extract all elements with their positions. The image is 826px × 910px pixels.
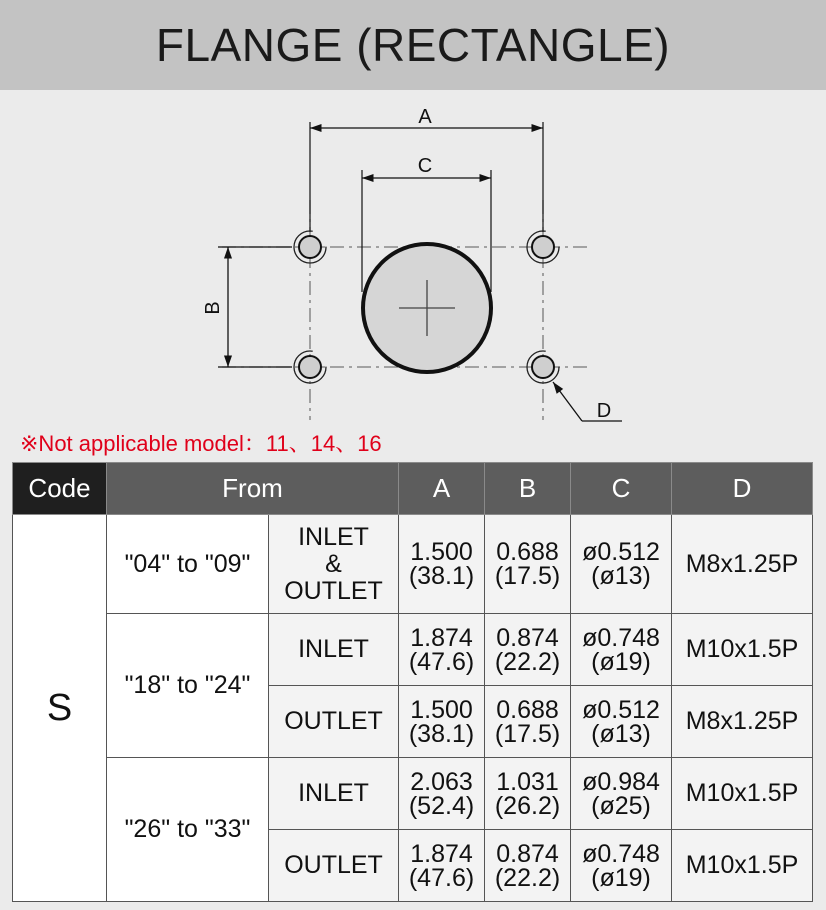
flange-diagram — [0, 90, 826, 430]
header-d: D — [672, 463, 813, 515]
applicability-note: ※Not applicable model：11、14、16 — [20, 431, 382, 456]
size-range: "18" to "24" — [107, 614, 269, 758]
title-bar — [0, 0, 826, 90]
value-c: ø0.984 (ø25) — [571, 758, 672, 830]
value-a: 2.063 (52.4) — [399, 758, 485, 830]
value-d: M10x1.5P — [672, 830, 813, 902]
size-range: "26" to "33" — [107, 758, 269, 902]
value-a: 1.874 (47.6) — [399, 614, 485, 686]
header-from: From — [107, 463, 399, 515]
value-a: 1.500 (38.1) — [399, 515, 485, 614]
flange-spec-table — [12, 462, 813, 902]
port-type: INLET & OUTLET — [269, 515, 399, 614]
bolt-hole-top-right — [527, 231, 559, 263]
label-a: A — [418, 106, 432, 128]
port-type: OUTLET — [269, 830, 399, 902]
value-c: ø0.512 (ø13) — [571, 686, 672, 758]
port-circle — [363, 244, 491, 372]
value-a: 1.874 (47.6) — [399, 830, 485, 902]
port-type: INLET — [269, 758, 399, 830]
value-b: 0.688 (17.5) — [485, 686, 571, 758]
value-d: M10x1.5P — [672, 614, 813, 686]
value-d: M8x1.25P — [672, 686, 813, 758]
value-c: ø0.512 (ø13) — [571, 515, 672, 614]
value-d: M8x1.25P — [672, 515, 813, 614]
table-header-row — [13, 463, 813, 515]
value-c: ø0.748 (ø19) — [571, 614, 672, 686]
value-c: ø0.748 (ø19) — [571, 830, 672, 902]
label-d: D — [596, 400, 612, 422]
label-b: B — [202, 301, 224, 315]
header-code: Code — [13, 463, 107, 515]
code-cell: S — [13, 515, 107, 902]
header-c: C — [571, 463, 672, 515]
header-a: A — [399, 463, 485, 515]
value-b: 0.874 (22.2) — [485, 614, 571, 686]
bolt-hole-top-left — [294, 231, 326, 263]
header-b: B — [485, 463, 571, 515]
port-type: INLET — [269, 614, 399, 686]
table-row — [13, 515, 813, 614]
bolt-hole-bottom-right — [527, 351, 559, 383]
value-b: 1.031 (26.2) — [485, 758, 571, 830]
table-row — [13, 758, 813, 830]
value-d: M10x1.5P — [672, 758, 813, 830]
value-b: 0.874 (22.2) — [485, 830, 571, 902]
leader-d — [553, 382, 622, 421]
value-b: 0.688 (17.5) — [485, 515, 571, 614]
value-a: 1.500 (38.1) — [399, 686, 485, 758]
table-row — [13, 614, 813, 686]
page-title: FLANGE (RECTANGLE) — [155, 19, 671, 71]
bolt-hole-bottom-left — [294, 351, 326, 383]
size-range: "04" to "09" — [107, 515, 269, 614]
label-c: C — [417, 155, 433, 177]
port-type: OUTLET — [269, 686, 399, 758]
